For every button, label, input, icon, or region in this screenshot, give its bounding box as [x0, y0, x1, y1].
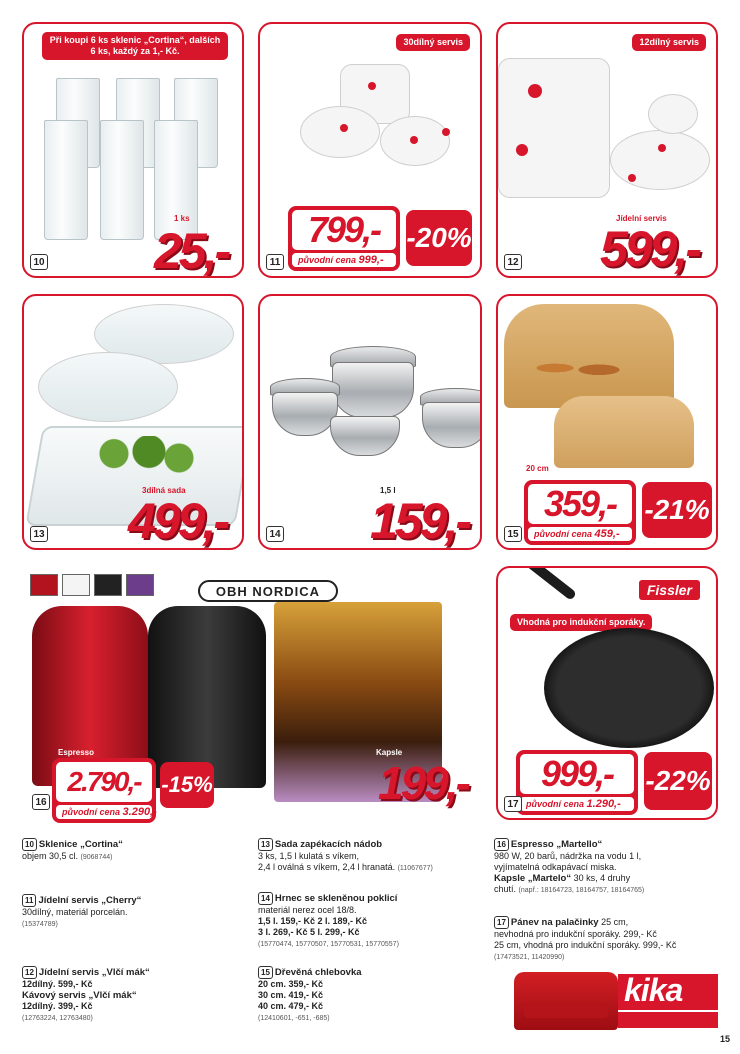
product-number: 14: [266, 526, 284, 542]
pot-image: [422, 402, 482, 448]
espresso-machine-black-image: [148, 606, 266, 788]
pan-image: [544, 628, 714, 748]
color-swatch-white[interactable]: [62, 574, 90, 596]
set-tag: 30dílný servis: [396, 34, 470, 51]
sofa-image: [514, 972, 618, 1030]
color-swatch-black[interactable]: [94, 574, 122, 596]
product-card-16[interactable]: [22, 566, 482, 820]
product-number: 11: [266, 254, 284, 270]
pot-image: [332, 362, 414, 418]
fissler-logo: Fissler: [639, 580, 700, 600]
glass-image: [100, 120, 144, 240]
espresso-label: Espresso: [58, 748, 95, 757]
description-13: 13 Sada zapékacích nádob 3 ks, 1,5 l kulatá s víkem, 2,4 l oválná s víkem, 2,4 l hranatá. (11067677): [258, 839, 433, 872]
set-name: 3dílná sada: [142, 486, 186, 495]
price: 999,-: [520, 754, 634, 794]
price: 499,-: [128, 493, 227, 549]
bread-box-small-image: [554, 396, 694, 468]
pot-image: [272, 392, 338, 436]
product-card-11[interactable]: [258, 22, 482, 278]
product-card-10[interactable]: [22, 22, 244, 278]
product-number: 12: [504, 254, 522, 270]
glass-dish-image: [38, 352, 178, 422]
set-name: Jídelní servis: [616, 214, 667, 223]
pan-handle-image: [508, 566, 577, 601]
poppy-decor: [528, 84, 542, 98]
size-note: 20 cm: [526, 464, 549, 473]
unit-note: 1 ks: [174, 214, 190, 223]
discount-badge: -22%: [644, 752, 712, 810]
price: 359,-: [528, 484, 632, 524]
description-14: 14 Hrnec se skleněnou poklicí materiál nerez ocel 18/8. 1,5 l. 159,- Kč 2 l. 189,- Kč 3 l. 269,- Kč 5 l. 299,- Kč (15770474, 15770507, 15770531, 15770557): [258, 893, 399, 948]
induction-tag: Vhodná pro indukční sporáky.: [510, 614, 652, 631]
discount-badge: -15%: [160, 762, 214, 808]
price: 599,-: [600, 221, 699, 277]
description-17: 17 Pánev na palačinky 25 cm, nevhodná pro indukční sporáky. 299,- Kč 25 cm, vhodná pro indukční sporáky. 999,- Kč (17473521, 11420990): [494, 917, 677, 961]
product-number: 10: [30, 254, 48, 270]
poppy-decor: [516, 144, 528, 156]
broccoli-image: [94, 436, 194, 480]
capsule-price: 199,-: [378, 757, 468, 809]
price: 799,-: [292, 210, 396, 250]
price-box: [52, 758, 156, 823]
poppy-decor: [628, 174, 636, 182]
page-number: 15: [719, 1034, 730, 1044]
sofa-seat: [524, 1004, 608, 1018]
price-box: [288, 206, 400, 271]
poppy-decor: [410, 136, 418, 144]
original-price-row: původní cena 999,-: [292, 253, 396, 267]
poppy-decor: [658, 144, 666, 152]
product-number: 15: [504, 526, 522, 542]
kika-logo-text: kika: [624, 972, 683, 1008]
product-number: 13: [30, 526, 48, 542]
product-card-12[interactable]: [496, 22, 718, 278]
poppy-decor: [340, 124, 348, 132]
product-card-15[interactable]: [496, 294, 718, 550]
discount-badge: -21%: [642, 482, 712, 538]
pot-image: [330, 416, 400, 456]
plate-image: [498, 58, 610, 198]
plate-image: [648, 94, 698, 134]
product-card-14[interactable]: [258, 294, 482, 550]
original-price-row: původní cena 1.290,-: [520, 797, 634, 811]
product-number: 16: [32, 794, 50, 810]
color-swatch-red[interactable]: [30, 574, 58, 596]
original-price-row: původní cena 3.290,-: [56, 805, 152, 819]
promo-tag: Při koupi 6 ks sklenic „Cortina“, dalších 6 ks, každý za 1,- Kč.: [42, 32, 228, 60]
product-card-13[interactable]: [22, 294, 244, 550]
price: 159,-: [370, 493, 469, 549]
plate-image: [610, 130, 710, 190]
color-swatch-purple[interactable]: [126, 574, 154, 596]
description-10: 10 Sklenice „Cortina“ objem 30,5 cl. (9068744): [22, 839, 123, 861]
brand-logo: OBH NORDICA: [198, 580, 338, 602]
volume-note: 1,5 l: [380, 486, 396, 495]
set-tag: 12dílný servis: [632, 34, 706, 51]
kika-logo-bar: [618, 1012, 718, 1028]
bread-image: [522, 350, 632, 386]
plate-image: [300, 106, 380, 158]
kika-logo: [618, 974, 718, 1010]
product-card-17[interactable]: [496, 566, 718, 820]
description-11: 11 Jídelní servis „Cherry“ 30dílný, materiál porcelán. (15374789): [22, 895, 142, 928]
description-16: 16 Espresso „Martello“ 980 W, 20 barů, nádržka na vodu 1 l, vyjímatelná odkapávací miska. Kapsle „Martelo“ 30 ks, 4 druhy chutí. (např.: 18164723, 18164757, 18164765): [494, 839, 645, 894]
price: 2.790,-: [56, 762, 152, 802]
price-box: [524, 480, 636, 545]
product-number: 17: [504, 796, 522, 812]
description-12: 12 Jídelní servis „Vlčí mák“ 12dílný. 599,- Kč Kávový servis „Vlčí mák“ 12dílný. 399,- Kč (12763224, 12763480): [22, 967, 150, 1022]
discount-badge: -20%: [406, 210, 472, 266]
description-15: 15 Dřevěná chlebovka 20 cm. 359,- Kč 30 cm. 419,- Kč 40 cm. 479,- Kč (12410601, -651, -685): [258, 967, 362, 1022]
poppy-decor: [368, 82, 376, 90]
glass-image: [44, 120, 88, 240]
original-price-row: původní cena 459,-: [528, 527, 632, 541]
poppy-decor: [442, 128, 450, 136]
capsule-label: Kapsle: [376, 748, 403, 757]
price-box: [516, 750, 638, 815]
price: 25,-: [154, 223, 229, 278]
